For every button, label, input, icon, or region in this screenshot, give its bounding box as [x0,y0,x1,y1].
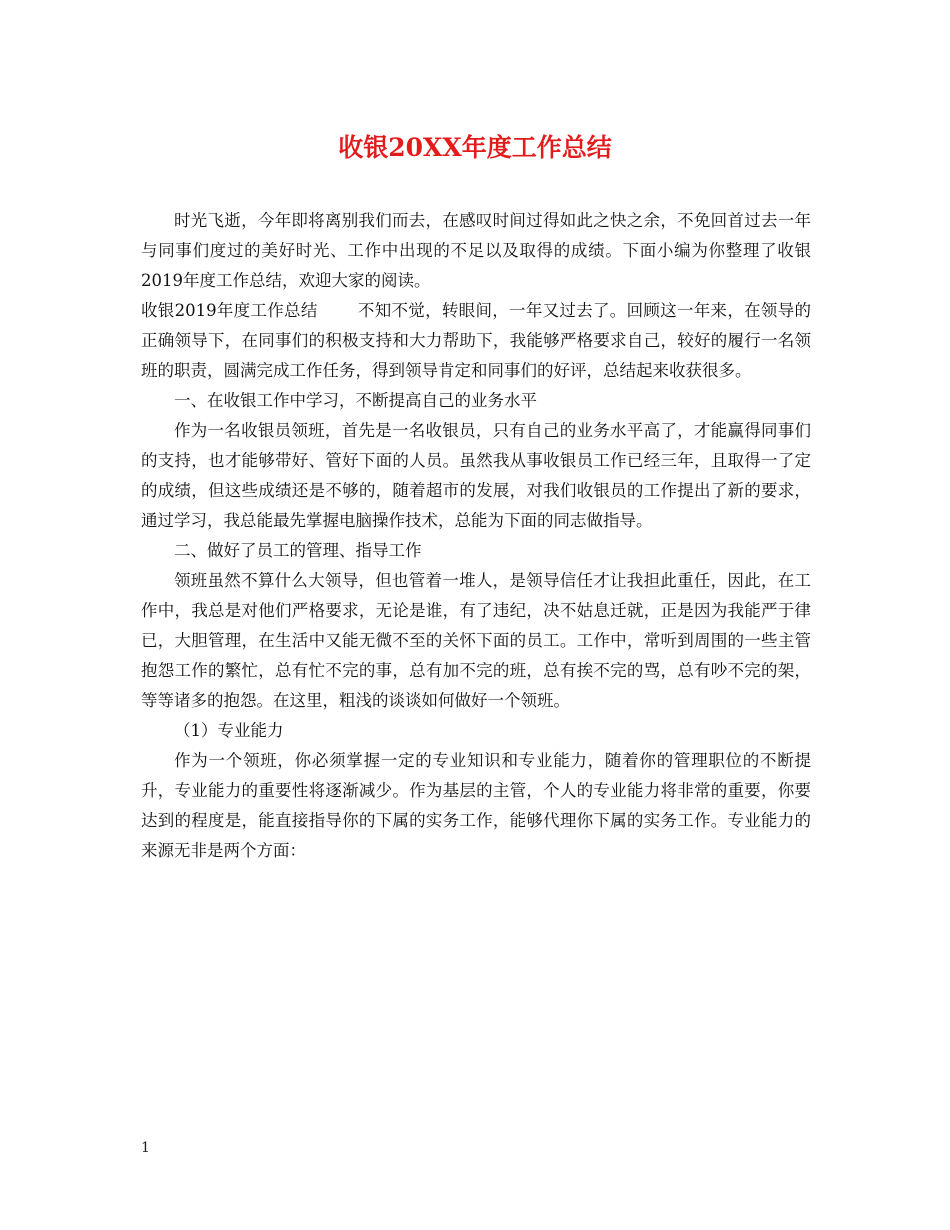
subsection-heading-1: （1）专业能力 [174,721,284,740]
section-heading-1: 一、在收银工作中学习，不断提高自己的业务水平 [174,391,537,410]
inline-heading: 收银2019年度工作总结 [141,301,318,320]
subsection-paragraph-1: 作为一个领班，你必须掌握一定的专业知识和专业能力，随着你的管理职位的不断提升，专业能力的重要性将逐渐减少。作为基层的主管，个人的专业能力将非常的重要，你要达到的程度是，能直接指导你的下属的实务工作，能够代理你下属的实务工作。专业能力的来源无非是两个方面： [141,751,811,860]
document-title: 收银20XX年度工作总结 [338,133,612,162]
page-number: 1 [141,1140,150,1156]
section-heading-2: 二、做好了员工的管理、指导工作 [174,541,422,560]
document-body [141,206,811,866]
section-paragraph-2: 领班虽然不算什么大领导，但也管着一堆人，是领导信任才让我担此重任，因此，在工作中，我总是对他们严格要求，无论是谁，有了违纪，决不姑息迁就，正是因为我能严于律已，大胆管理，在生活中又能无微不至的关怀下面的员工。工作中，常听到周围的一些主管抱怨工作的繁忙，总有忙不完的事，总有加不完的班，总有挨不完的骂，总有吵不完的架，等等诸多的抱怨。在这里，粗浅的谈谈如何做好一个领班。 [141,571,811,710]
intro-paragraph: 时光飞逝，今年即将离别我们而去，在感叹时间过得如此之快之余，不免回首过去一年与同事们度过的美好时光、工作中出现的不足以及取得的成绩。下面小编为你整理了收银2019年度工作总结，欢迎大家的阅读。 [141,211,811,290]
summary-paragraph [141,296,811,386]
summary-text: 不知不觉，转眼间，一年又过去了。回顾这一年来，在领导的正确领导下，在同事们的积极支持和大力帮助下，我能够严格要求自己，较好的履行一名领班的职责，圆满完成工作任务，得到领导肯定和同事们的好评，总结起来收获很多。 [141,301,812,380]
section-paragraph-1: 作为一名收银员领班，首先是一名收银员，只有自己的业务水平高了，才能赢得同事们的支持，也才能够带好、管好下面的人员。虽然我从事收银员工作已经三年，且取得一了定的成绩，但这些成绩还是不够的，随着超市的发展，对我们收银员的工作提出了新的要求，通过学习，我总能最先掌握电脑操作技术，总能为下面的同志做指导。 [141,421,811,530]
